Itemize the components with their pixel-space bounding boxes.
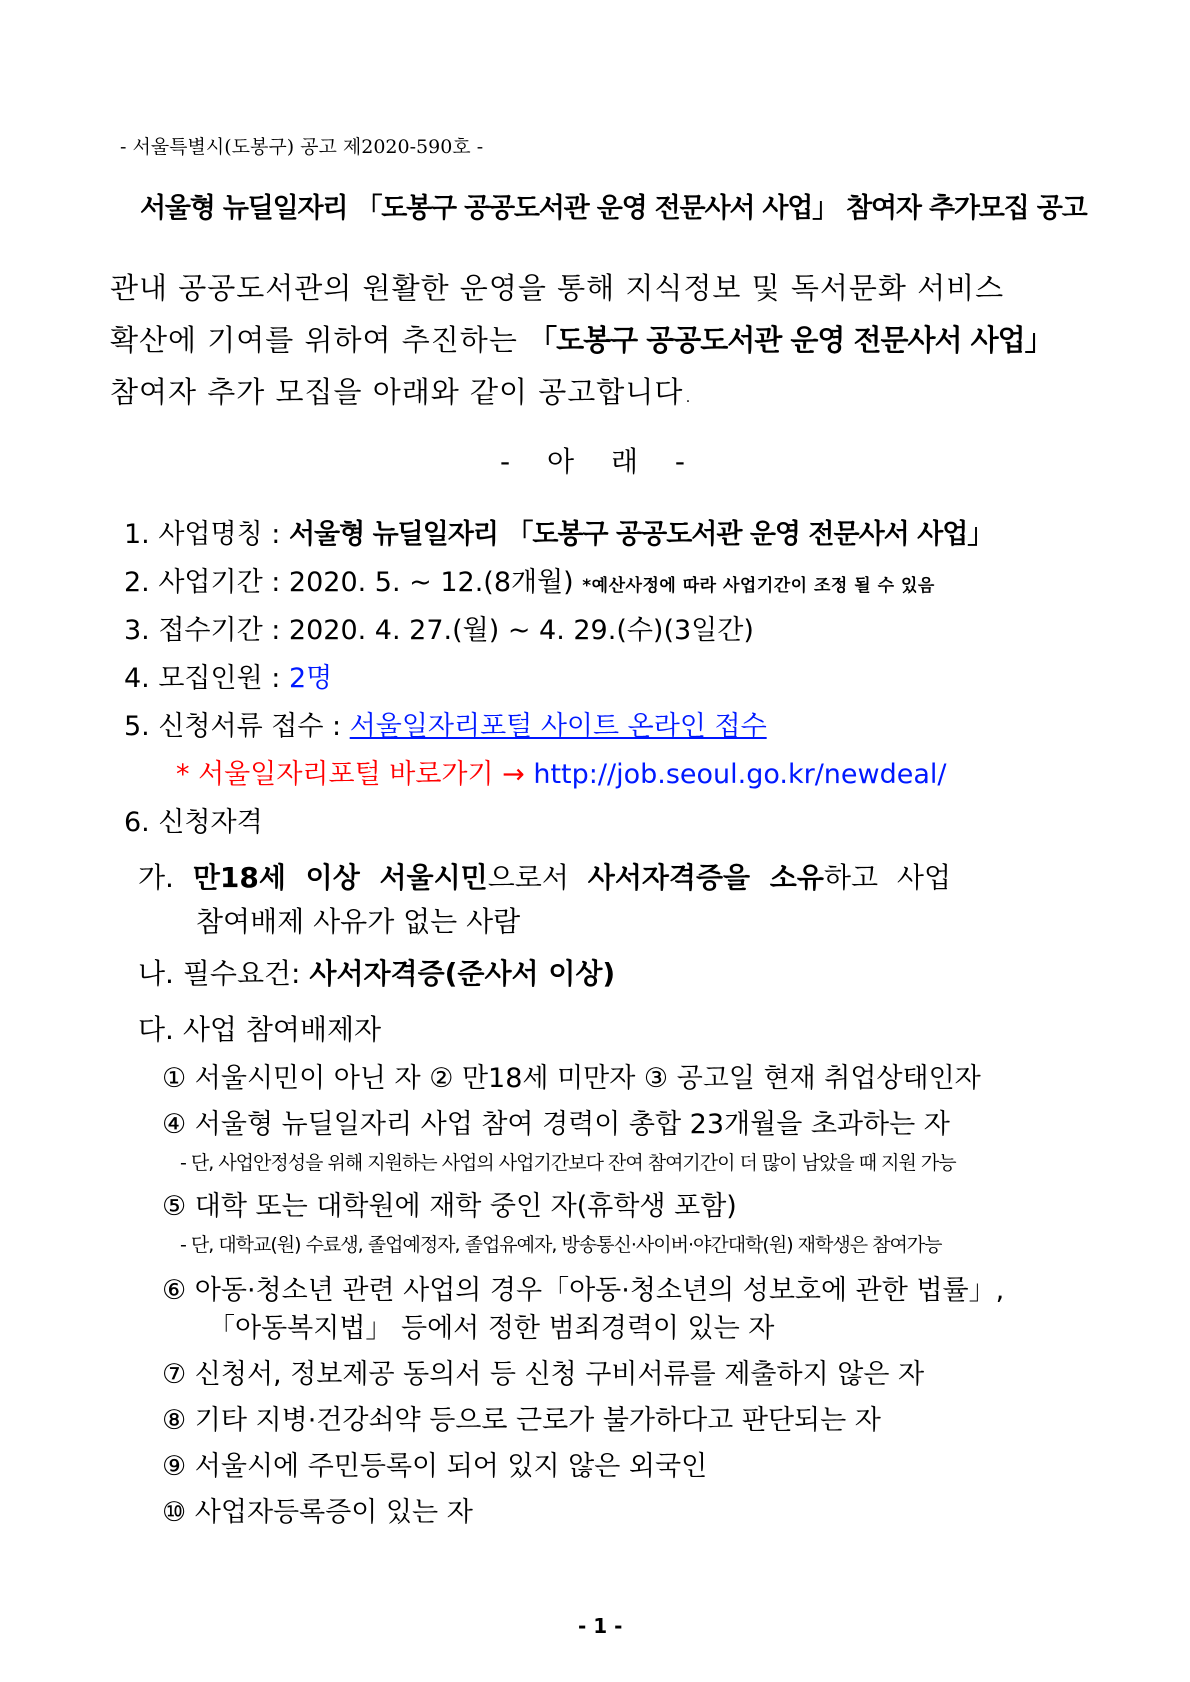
- page-title: 서울형 뉴딜일자리 「도봉구 공공도서관 운영 전문사서 사업」 참여자 추가모집 공고: [140, 193, 1087, 224]
- portal-online-link[interactable]: 서울일자리포털 사이트 온라인 접수: [349, 711, 767, 742]
- item-application-docs-label: 5. 신청서류 접수 :: [124, 711, 350, 742]
- exclusion-4: ④ 서울형 뉴딜일자리 사업 참여 경력이 총합 23개월을 초과하는 자: [162, 1109, 950, 1140]
- intro-line-2: [110, 318, 1053, 359]
- exclusion-6-line-2: 「아동복지법」 등에서 정한 범죄경력이 있는 자: [208, 1313, 775, 1344]
- qualification-ga: [138, 856, 951, 896]
- qualification-ga-line-2: 참여배제 사유가 없는 사람: [196, 905, 521, 938]
- item-recruit-count: [124, 656, 332, 695]
- portal-shortcut: [176, 752, 947, 791]
- qualification-ga-bold-1: 만18세 이상 서울시민: [192, 861, 488, 894]
- intro-line-2-text: 확산에 기여를 위하여 추진하는: [110, 323, 529, 357]
- intro-line-3: 참여자 추가 모집을 아래와 같이 공고합니다.: [110, 375, 694, 409]
- page-number: - 1 -: [578, 1614, 623, 1638]
- exclusion-5-note: - 단, 대학교(원) 수료생, 졸업예정자, 졸업유예자, 방송통신·사이버·야간대학(원) 재학생은 참여가능: [180, 1234, 942, 1256]
- portal-url-link[interactable]: http://job.seoul.go.kr/newdeal/: [533, 759, 947, 790]
- separator: - 아 래 -: [500, 445, 700, 478]
- qualification-na-prefix: 나. 필수요건:: [138, 957, 310, 990]
- qualification-ga-text-1: 으로서: [487, 861, 588, 894]
- exclusion-5: ⑤ 대학 또는 대학원에 재학 중인 자(휴학생 포함): [162, 1191, 737, 1222]
- doc-number: - 서울특별시(도봉구) 공고 제2020-590호 -: [120, 136, 484, 158]
- item-project-period: [124, 560, 935, 599]
- qualification-ga-prefix: 가.: [138, 861, 193, 894]
- exclusion-8: ⑧ 기타 지병·건강쇠약 등으로 근로가 불가하다고 판단되는 자: [162, 1405, 881, 1436]
- item-reception-period: 3. 접수기간 : 2020. 4. 27.(월) ~ 4. 29.(수)(3일간): [124, 615, 754, 646]
- qualification-ga-text-2: 하고 사업: [823, 861, 951, 894]
- qualification-na-value: 사서자격증(준사서 이상): [309, 957, 616, 990]
- intro-project-name: 「도봉구 공공도서관 운영 전문사서 사업」: [528, 323, 1053, 357]
- intro-line-1: 관내 공공도서관의 원활한 운영을 통해 지식정보 및 독서문화 서비스: [110, 271, 1005, 305]
- exclusion-9: ⑨ 서울시에 주민등록이 되어 있지 않은 외국인: [162, 1451, 708, 1482]
- item-project-name: [124, 512, 993, 551]
- item-qualification: 6. 신청자격: [124, 807, 263, 838]
- item-project-period-note: *예산사정에 따라 사업기간이 조정 될 수 있음: [582, 576, 935, 596]
- portal-shortcut-label: * 서울일자리포털 바로가기 →: [176, 759, 534, 790]
- exclusion-6-line-1: ⑥ 아동·청소년 관련 사업의 경우「아동·청소년의 성보호에 관한 법률」,: [162, 1275, 1005, 1306]
- exclusion-10: ⑩ 사업자등록증이 있는 자: [162, 1497, 473, 1528]
- item-application-docs: [124, 704, 767, 743]
- item-recruit-count-label: 4. 모집인원 :: [124, 663, 289, 694]
- qualification-na: [138, 952, 615, 992]
- item-project-period-label: 2. 사업기간 : 2020. 5. ~ 12.(8개월): [124, 567, 583, 598]
- item-project-name-label: 1. 사업명칭 :: [124, 519, 289, 550]
- exclusion-7: ⑦ 신청서, 정보제공 동의서 등 신청 구비서류를 제출하지 않은 자: [162, 1359, 925, 1390]
- qualification-da: 다. 사업 참여배제자: [138, 1013, 382, 1046]
- qualification-ga-bold-2: 사서자격증을 소유: [587, 861, 824, 894]
- item-recruit-count-value: 2명: [288, 663, 333, 694]
- exclusion-4-note: - 단, 사업안정성을 위해 지원하는 사업의 사업기간보다 잔여 참여기간이 더 많이 남았을 때 지원 가능: [180, 1152, 956, 1174]
- exclusion-1-3: ① 서울시민이 아닌 자 ② 만18세 미만자 ③ 공고일 현재 취업상태인자: [162, 1063, 981, 1094]
- item-project-name-value: 서울형 뉴딜일자리 「도봉구 공공도서관 운영 전문사서 사업」: [288, 519, 994, 550]
